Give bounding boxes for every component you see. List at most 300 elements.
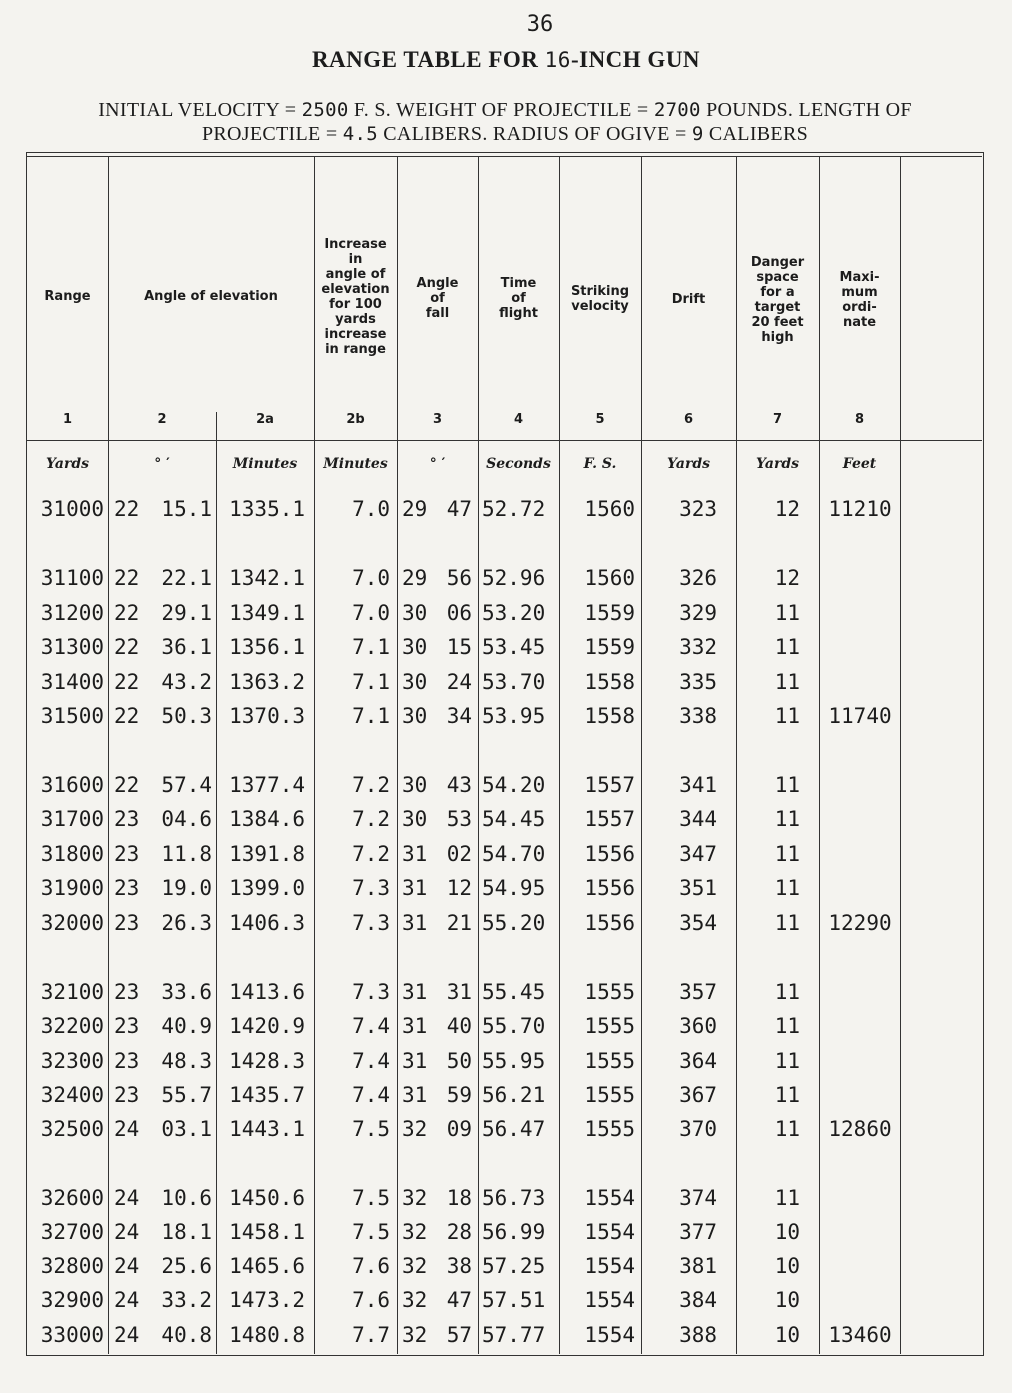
cell-maximum-ordinate <box>823 1185 897 1211</box>
unit-label: Yards <box>45 456 90 472</box>
cell-increase-per-100-yards: 7.1 <box>352 704 390 728</box>
cell-time-of-flight: 54.20 <box>482 773 546 797</box>
column-rule <box>641 157 642 1354</box>
cell-elevation-total-minutes: 1406.3 <box>229 911 305 935</box>
column-number: 2a <box>256 412 274 427</box>
cell-danger-space: 11 <box>774 842 800 866</box>
cell-fall-degrees: 31 <box>402 842 428 866</box>
cell-fall-degrees: 30 <box>402 601 428 625</box>
cell-maximum-ordinate <box>823 772 897 798</box>
cell-elevation-minutes: 03.1 <box>161 1117 212 1141</box>
cell-fall-degrees: 30 <box>402 773 428 797</box>
header-line: 20 feet <box>751 315 804 330</box>
cell-elevation-total-minutes: 1384.6 <box>229 807 305 831</box>
cell-elevation-total-minutes: 1363.2 <box>229 670 305 694</box>
cell-elevation-minutes: 48.3 <box>161 1049 212 1073</box>
cell-time-of-flight: 54.70 <box>482 842 546 866</box>
header-angle-of-fall <box>397 276 478 321</box>
unit-label: F. S. <box>583 456 617 472</box>
cell-danger-space: 11 <box>774 704 800 728</box>
cell-maximum-ordinate: 12860 <box>828 1117 892 1141</box>
cell-time-of-flight: 54.45 <box>482 807 546 831</box>
cell-fall-minutes: 57 <box>446 1323 472 1347</box>
cell-time-of-flight: 53.95 <box>482 704 546 728</box>
header-range: Range <box>44 289 91 304</box>
cell-fall-minutes: 47 <box>446 497 472 521</box>
subtitle-text: PROJECTILE = <box>201 123 338 145</box>
cell-elevation-total-minutes: 1391.8 <box>229 842 305 866</box>
cell-fall-degrees: 30 <box>402 670 428 694</box>
title-suffix: -INCH GUN <box>570 47 701 72</box>
header-line: mum <box>841 285 878 300</box>
cell-range: 32300 <box>40 1049 104 1073</box>
column-number: 3 <box>432 412 443 427</box>
cell-drift: 338 <box>679 704 717 728</box>
cell-increase-per-100-yards: 7.5 <box>352 1220 390 1244</box>
cell-danger-space: 10 <box>774 1254 800 1278</box>
cell-time-of-flight: 56.47 <box>482 1117 546 1141</box>
cell-time-of-flight: 56.73 <box>482 1186 546 1210</box>
cell-striking-velocity: 1554 <box>584 1220 635 1244</box>
cell-elevation-degrees: 24 <box>114 1117 140 1141</box>
cell-elevation-degrees: 23 <box>114 911 140 935</box>
cell-drift: 374 <box>679 1186 717 1210</box>
cell-increase-per-100-yards: 7.6 <box>352 1254 390 1278</box>
cell-range: 31300 <box>40 635 104 659</box>
cell-drift: 388 <box>679 1323 717 1347</box>
cell-danger-space: 11 <box>774 773 800 797</box>
cell-danger-space: 10 <box>774 1288 800 1312</box>
header-line: Striking <box>570 284 630 299</box>
cell-maximum-ordinate <box>823 1253 897 1279</box>
cell-elevation-minutes: 57.4 <box>161 773 212 797</box>
column-rule <box>819 157 820 1354</box>
projectile-weight-value: 2700 <box>653 99 701 121</box>
cell-drift: 367 <box>679 1083 717 1107</box>
cell-increase-per-100-yards: 7.3 <box>352 980 390 1004</box>
cell-danger-space: 11 <box>774 601 800 625</box>
cell-time-of-flight: 53.20 <box>482 601 546 625</box>
cell-elevation-minutes: 26.3 <box>161 911 212 935</box>
cell-fall-degrees: 31 <box>402 1014 428 1038</box>
cell-range: 31700 <box>40 807 104 831</box>
header-danger-space <box>736 255 819 345</box>
cell-time-of-flight: 56.99 <box>482 1220 546 1244</box>
cell-striking-velocity: 1557 <box>584 807 635 831</box>
cell-elevation-minutes: 40.9 <box>161 1014 212 1038</box>
cell-fall-minutes: 09 <box>446 1117 472 1141</box>
cell-striking-velocity: 1559 <box>584 601 635 625</box>
cell-time-of-flight: 56.21 <box>482 1083 546 1107</box>
cell-danger-space: 11 <box>774 1049 800 1073</box>
header-line: increase <box>324 327 387 342</box>
cell-maximum-ordinate <box>823 1082 897 1108</box>
cell-range: 33000 <box>40 1323 104 1347</box>
cell-striking-velocity: 1555 <box>584 1014 635 1038</box>
cell-elevation-minutes: 10.6 <box>161 1186 212 1210</box>
cell-fall-minutes: 50 <box>446 1049 472 1073</box>
cell-elevation-minutes: 25.6 <box>161 1254 212 1278</box>
header-line: elevation <box>321 282 390 297</box>
header-line: of <box>511 291 526 306</box>
cell-elevation-total-minutes: 1473.2 <box>229 1288 305 1312</box>
ogive-radius-value: 9 <box>691 123 704 145</box>
cell-maximum-ordinate <box>823 565 897 591</box>
cell-drift: 341 <box>679 773 717 797</box>
header-rule <box>27 440 982 441</box>
cell-time-of-flight: 55.95 <box>482 1049 546 1073</box>
cell-fall-degrees: 32 <box>402 1288 428 1312</box>
page-title <box>0 47 1012 73</box>
header-line: Angle <box>416 276 459 291</box>
cell-time-of-flight: 53.70 <box>482 670 546 694</box>
cell-range: 31600 <box>40 773 104 797</box>
cell-elevation-total-minutes: 1356.1 <box>229 635 305 659</box>
cell-fall-minutes: 02 <box>446 842 472 866</box>
cell-increase-per-100-yards: 7.6 <box>352 1288 390 1312</box>
cell-increase-per-100-yards: 7.4 <box>352 1083 390 1107</box>
cell-fall-degrees: 31 <box>402 876 428 900</box>
cell-danger-space: 11 <box>774 876 800 900</box>
cell-increase-per-100-yards: 7.1 <box>352 670 390 694</box>
cell-time-of-flight: 55.70 <box>482 1014 546 1038</box>
column-number: 6 <box>683 412 694 427</box>
cell-range: 32900 <box>40 1288 104 1312</box>
subtitle-line-1 <box>30 98 980 122</box>
cell-time-of-flight: 52.96 <box>482 566 546 590</box>
header-line: target <box>754 300 801 315</box>
header-drift: Drift <box>671 292 706 307</box>
cell-striking-velocity: 1554 <box>584 1288 635 1312</box>
cell-maximum-ordinate: 13460 <box>828 1323 892 1347</box>
header-increase <box>314 237 397 357</box>
cell-fall-minutes: 24 <box>446 670 472 694</box>
cell-danger-space: 11 <box>774 1083 800 1107</box>
header-line: of <box>430 291 445 306</box>
header-line: ordi- <box>842 300 877 315</box>
cell-elevation-total-minutes: 1335.1 <box>229 497 305 521</box>
cell-maximum-ordinate <box>823 600 897 626</box>
header-line: Time <box>500 276 537 291</box>
cell-elevation-minutes: 04.6 <box>161 807 212 831</box>
cell-maximum-ordinate <box>823 875 897 901</box>
cell-fall-minutes: 53 <box>446 807 472 831</box>
cell-fall-minutes: 34 <box>446 704 472 728</box>
cell-drift: 384 <box>679 1288 717 1312</box>
cell-maximum-ordinate <box>823 1013 897 1039</box>
column-number: 4 <box>513 412 524 427</box>
header-line: fall <box>425 306 450 321</box>
cell-fall-degrees: 31 <box>402 980 428 1004</box>
cell-fall-degrees: 32 <box>402 1220 428 1244</box>
cell-range: 31100 <box>40 566 104 590</box>
page-number: 36 <box>526 12 554 37</box>
cell-elevation-degrees: 22 <box>114 601 140 625</box>
subtitle-text: F. S. WEIGHT OF PROJECTILE = <box>353 99 649 121</box>
cell-elevation-total-minutes: 1450.6 <box>229 1186 305 1210</box>
header-line: Increase <box>324 237 387 252</box>
cell-elevation-total-minutes: 1370.3 <box>229 704 305 728</box>
cell-increase-per-100-yards: 7.1 <box>352 635 390 659</box>
cell-fall-minutes: 43 <box>446 773 472 797</box>
cell-time-of-flight: 57.77 <box>482 1323 546 1347</box>
cell-maximum-ordinate: 11210 <box>828 497 892 521</box>
cell-fall-degrees: 29 <box>402 566 428 590</box>
cell-fall-degrees: 30 <box>402 807 428 831</box>
cell-elevation-total-minutes: 1465.6 <box>229 1254 305 1278</box>
cell-fall-minutes: 06 <box>446 601 472 625</box>
header-striking-velocity <box>559 284 641 314</box>
cell-increase-per-100-yards: 7.2 <box>352 842 390 866</box>
header-line: Danger <box>750 255 805 270</box>
cell-fall-degrees: 30 <box>402 635 428 659</box>
cell-fall-minutes: 38 <box>446 1254 472 1278</box>
cell-elevation-degrees: 22 <box>114 704 140 728</box>
cell-maximum-ordinate <box>823 634 897 660</box>
cell-elevation-minutes: 36.1 <box>161 635 212 659</box>
projectile-length-value: 4.5 <box>342 123 378 145</box>
header-line: flight <box>499 306 538 321</box>
cell-elevation-degrees: 22 <box>114 566 140 590</box>
cell-elevation-degrees: 23 <box>114 1049 140 1073</box>
cell-maximum-ordinate <box>823 979 897 1005</box>
cell-elevation-degrees: 23 <box>114 980 140 1004</box>
cell-striking-velocity: 1555 <box>584 1117 635 1141</box>
cell-danger-space: 12 <box>774 566 800 590</box>
cell-range: 32600 <box>40 1186 104 1210</box>
cell-danger-space: 12 <box>774 497 800 521</box>
cell-danger-space: 11 <box>774 1117 800 1141</box>
cell-maximum-ordinate <box>823 1287 897 1313</box>
cell-striking-velocity: 1556 <box>584 876 635 900</box>
cell-elevation-minutes: 11.8 <box>161 842 212 866</box>
cell-fall-degrees: 32 <box>402 1117 428 1141</box>
subtitle-text: INITIAL VELOCITY = <box>98 99 297 121</box>
cell-fall-minutes: 31 <box>446 980 472 1004</box>
column-rule <box>900 157 901 1354</box>
cell-increase-per-100-yards: 7.0 <box>352 601 390 625</box>
cell-fall-degrees: 31 <box>402 1083 428 1107</box>
header-line: space <box>756 270 799 285</box>
cell-striking-velocity: 1556 <box>584 842 635 866</box>
cell-time-of-flight: 53.45 <box>482 635 546 659</box>
unit-label: Seconds <box>486 456 551 472</box>
cell-fall-degrees: 29 <box>402 497 428 521</box>
unit-label: Feet <box>842 456 877 472</box>
cell-increase-per-100-yards: 7.4 <box>352 1014 390 1038</box>
cell-striking-velocity: 1558 <box>584 704 635 728</box>
cell-striking-velocity: 1554 <box>584 1254 635 1278</box>
cell-danger-space: 11 <box>774 635 800 659</box>
cell-time-of-flight: 52.72 <box>482 497 546 521</box>
cell-elevation-degrees: 22 <box>114 635 140 659</box>
column-number: 2b <box>346 412 365 427</box>
unit-label: Yards <box>755 456 800 472</box>
column-rule <box>478 157 479 1354</box>
cell-striking-velocity: 1559 <box>584 635 635 659</box>
cell-fall-degrees: 32 <box>402 1186 428 1210</box>
range-table-frame <box>26 152 984 1356</box>
column-rule <box>559 157 560 1354</box>
cell-danger-space: 11 <box>774 807 800 831</box>
cell-striking-velocity: 1556 <box>584 911 635 935</box>
cell-drift: 329 <box>679 601 717 625</box>
column-number: 1 <box>62 412 73 427</box>
cell-drift: 326 <box>679 566 717 590</box>
cell-elevation-minutes: 40.8 <box>161 1323 212 1347</box>
cell-elevation-degrees: 22 <box>114 670 140 694</box>
cell-fall-minutes: 18 <box>446 1186 472 1210</box>
cell-elevation-degrees: 24 <box>114 1254 140 1278</box>
cell-elevation-degrees: 23 <box>114 1083 140 1107</box>
cell-increase-per-100-yards: 7.3 <box>352 911 390 935</box>
cell-fall-minutes: 56 <box>446 566 472 590</box>
cell-striking-velocity: 1555 <box>584 1049 635 1073</box>
cell-danger-space: 11 <box>774 1014 800 1038</box>
cell-range: 32100 <box>40 980 104 1004</box>
cell-striking-velocity: 1554 <box>584 1186 635 1210</box>
cell-fall-degrees: 32 <box>402 1254 428 1278</box>
cell-danger-space: 10 <box>774 1323 800 1347</box>
initial-velocity-value: 2500 <box>301 99 349 121</box>
column-number: 2 <box>157 412 167 427</box>
cell-drift: 370 <box>679 1117 717 1141</box>
cell-elevation-total-minutes: 1420.9 <box>229 1014 305 1038</box>
cell-elevation-minutes: 29.1 <box>161 601 212 625</box>
subtitle-text: POUNDS. LENGTH OF <box>706 99 912 121</box>
cell-fall-minutes: 28 <box>446 1220 472 1244</box>
cell-danger-space: 10 <box>774 1220 800 1244</box>
cell-elevation-minutes: 50.3 <box>161 704 212 728</box>
cell-maximum-ordinate <box>823 841 897 867</box>
cell-increase-per-100-yards: 7.5 <box>352 1186 390 1210</box>
cell-striking-velocity: 1557 <box>584 773 635 797</box>
cell-elevation-degrees: 24 <box>114 1288 140 1312</box>
cell-time-of-flight: 57.51 <box>482 1288 546 1312</box>
unit-label: Minutes <box>232 456 298 472</box>
cell-range: 31800 <box>40 842 104 866</box>
cell-elevation-degrees: 23 <box>114 876 140 900</box>
cell-drift: 347 <box>679 842 717 866</box>
cell-drift: 332 <box>679 635 717 659</box>
cell-fall-minutes: 15 <box>446 635 472 659</box>
cell-range: 31200 <box>40 601 104 625</box>
cell-elevation-degrees: 22 <box>114 497 140 521</box>
subtitle-line-2 <box>30 122 980 146</box>
header-line: angle of <box>325 267 386 282</box>
cell-elevation-minutes: 22.1 <box>161 566 212 590</box>
cell-range: 32400 <box>40 1083 104 1107</box>
cell-elevation-total-minutes: 1377.4 <box>229 773 305 797</box>
header-line: velocity <box>571 299 629 314</box>
cell-elevation-minutes: 19.0 <box>161 876 212 900</box>
column-number: 8 <box>854 412 865 427</box>
cell-fall-degrees: 31 <box>402 1049 428 1073</box>
cell-elevation-total-minutes: 1435.7 <box>229 1083 305 1107</box>
cell-increase-per-100-yards: 7.0 <box>352 497 390 521</box>
cell-striking-velocity: 1555 <box>584 980 635 1004</box>
cell-increase-per-100-yards: 7.5 <box>352 1117 390 1141</box>
cell-striking-velocity: 1560 <box>584 566 635 590</box>
cell-increase-per-100-yards: 7.0 <box>352 566 390 590</box>
title-prefix: RANGE TABLE FOR <box>311 47 539 72</box>
cell-range: 32800 <box>40 1254 104 1278</box>
cell-range: 32000 <box>40 911 104 935</box>
cell-elevation-total-minutes: 1413.6 <box>229 980 305 1004</box>
cell-elevation-minutes: 18.1 <box>161 1220 212 1244</box>
header-line: in range <box>325 342 386 357</box>
cell-fall-minutes: 47 <box>446 1288 472 1312</box>
cell-striking-velocity: 1558 <box>584 670 635 694</box>
cell-striking-velocity: 1554 <box>584 1323 635 1347</box>
cell-elevation-total-minutes: 1480.8 <box>229 1323 305 1347</box>
cell-increase-per-100-yards: 7.2 <box>352 773 390 797</box>
cell-danger-space: 11 <box>774 670 800 694</box>
cell-increase-per-100-yards: 7.7 <box>352 1323 390 1347</box>
cell-range: 32200 <box>40 1014 104 1038</box>
cell-range: 31900 <box>40 876 104 900</box>
unit-label: ° ′ <box>429 456 446 472</box>
cell-fall-minutes: 21 <box>446 911 472 935</box>
header-line: in <box>348 252 363 267</box>
table-top-rule <box>26 156 982 157</box>
cell-elevation-degrees: 22 <box>114 773 140 797</box>
cell-drift: 351 <box>679 876 717 900</box>
header-maximum-ordinate <box>819 270 900 330</box>
cell-maximum-ordinate <box>823 669 897 695</box>
column-rule <box>108 157 109 1354</box>
cell-drift: 357 <box>679 980 717 1004</box>
cell-increase-per-100-yards: 7.2 <box>352 807 390 831</box>
cell-fall-minutes: 59 <box>446 1083 472 1107</box>
cell-elevation-total-minutes: 1428.3 <box>229 1049 305 1073</box>
header-line: nate <box>842 315 877 330</box>
cell-elevation-minutes: 15.1 <box>161 497 212 521</box>
cell-time-of-flight: 55.45 <box>482 980 546 1004</box>
cell-fall-degrees: 30 <box>402 704 428 728</box>
header-elevation: Angle of elevation <box>144 289 278 304</box>
cell-drift: 381 <box>679 1254 717 1278</box>
cell-fall-minutes: 40 <box>446 1014 472 1038</box>
unit-label: Yards <box>666 456 711 472</box>
header-line: high <box>761 330 794 345</box>
subtitle-text: CALIBERS <box>708 123 809 145</box>
cell-drift: 377 <box>679 1220 717 1244</box>
cell-elevation-total-minutes: 1458.1 <box>229 1220 305 1244</box>
subtitle-text: CALIBERS. RADIUS OF OGIVE = <box>383 123 687 145</box>
cell-elevation-minutes: 55.7 <box>161 1083 212 1107</box>
cell-elevation-minutes: 43.2 <box>161 670 212 694</box>
cell-increase-per-100-yards: 7.4 <box>352 1049 390 1073</box>
cell-elevation-minutes: 33.6 <box>161 980 212 1004</box>
cell-drift: 344 <box>679 807 717 831</box>
column-rule <box>216 412 217 1354</box>
cell-elevation-total-minutes: 1399.0 <box>229 876 305 900</box>
header-time-of-flight <box>478 276 559 321</box>
cell-elevation-degrees: 23 <box>114 1014 140 1038</box>
title-caliber: 16 <box>544 48 571 72</box>
cell-elevation-degrees: 24 <box>114 1186 140 1210</box>
table-subtitle <box>30 98 980 146</box>
header-line: for a <box>760 285 795 300</box>
column-number: 7 <box>772 412 783 427</box>
cell-elevation-degrees: 24 <box>114 1220 140 1244</box>
cell-elevation-total-minutes: 1443.1 <box>229 1117 305 1141</box>
header-line: Maxi- <box>839 270 880 285</box>
cell-elevation-total-minutes: 1342.1 <box>229 566 305 590</box>
cell-elevation-degrees: 24 <box>114 1323 140 1347</box>
cell-drift: 364 <box>679 1049 717 1073</box>
